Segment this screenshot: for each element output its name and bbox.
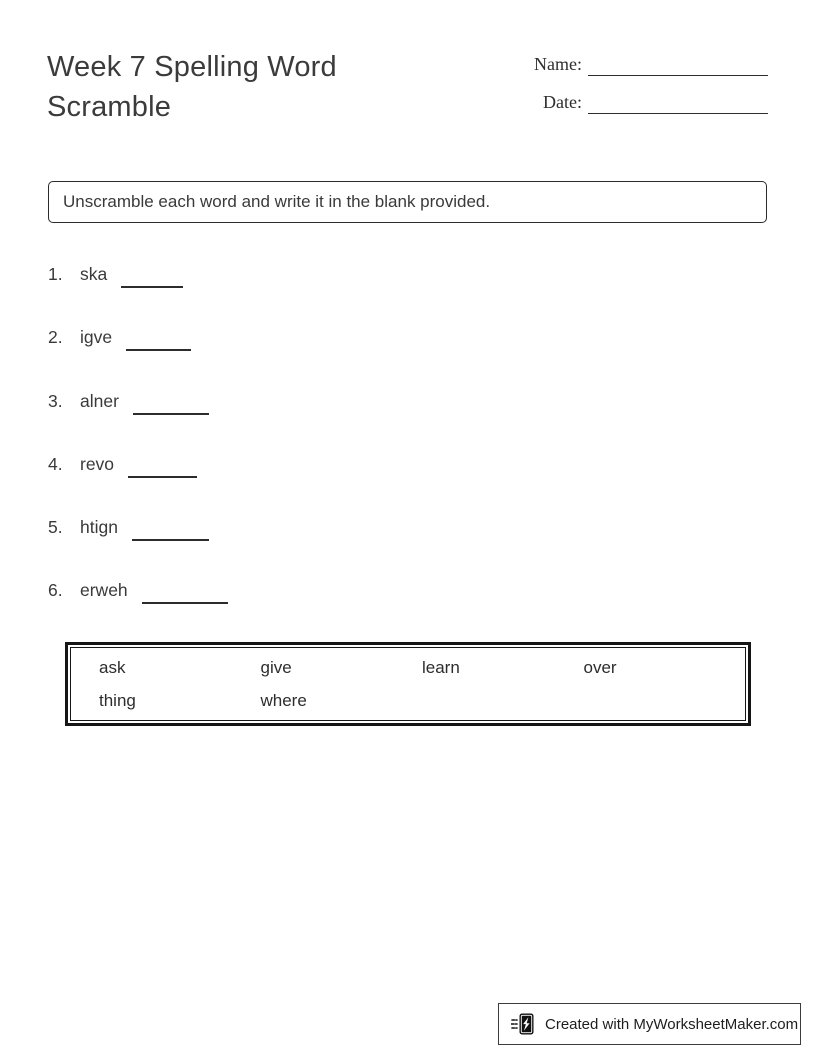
date-blank-line[interactable] — [588, 90, 768, 114]
instructions-text: Unscramble each word and write it in the blank provided. — [63, 192, 491, 211]
scramble-item-5 — [48, 515, 228, 578]
answer-blank-line[interactable] — [126, 325, 191, 351]
item-number: 5. — [48, 517, 63, 538]
instructions-box — [48, 181, 767, 223]
word-bank-word: learn — [422, 657, 460, 677]
page-title: Week 7 Spelling Word Scramble — [47, 51, 337, 123]
answer-blank-line[interactable] — [128, 452, 197, 478]
word-bank-word: ask — [99, 657, 126, 677]
credit-badge[interactable] — [498, 1003, 801, 1045]
item-number: 1. — [48, 264, 63, 284]
word-bank-box — [65, 642, 751, 726]
scrambled-word: igve — [80, 327, 113, 348]
word-bank-word: give — [260, 657, 292, 677]
answer-blank-line[interactable] — [132, 515, 209, 541]
scramble-item-2 — [48, 325, 228, 388]
scrambled-word: ska — [80, 264, 108, 284]
scrambled-word: alner — [80, 390, 119, 411]
item-number: 2. — [48, 327, 63, 348]
name-field — [531, 52, 768, 76]
name-blank-line[interactable] — [588, 52, 768, 76]
answer-blank-line[interactable] — [142, 578, 228, 604]
name-date-fields — [531, 52, 768, 128]
answer-blank-line[interactable] — [133, 389, 209, 415]
word-bank-grid — [70, 647, 746, 721]
date-field — [531, 90, 768, 114]
answer-blank-line[interactable] — [121, 262, 183, 288]
item-number: 3. — [48, 390, 63, 411]
scramble-item-list — [48, 262, 228, 642]
scramble-item-4 — [48, 452, 228, 515]
word-bank-word: over — [583, 657, 617, 677]
word-bank-word: where — [260, 690, 307, 710]
scramble-item-6 — [48, 578, 228, 641]
word-bank-word: thing — [99, 690, 136, 710]
credit-text: Created with MyWorksheetMaker.com — [545, 1015, 799, 1033]
item-number: 4. — [48, 453, 63, 474]
item-number: 6. — [48, 580, 63, 601]
scrambled-word: htign — [80, 517, 118, 538]
scrambled-word: erweh — [80, 580, 128, 601]
name-label: Name: — [534, 54, 582, 74]
scramble-item-1 — [48, 262, 228, 325]
myworksheetmaker-logo-icon — [511, 1011, 537, 1037]
date-label: Date: — [543, 92, 582, 112]
scramble-item-3 — [48, 389, 228, 452]
scrambled-word: revo — [80, 453, 115, 474]
